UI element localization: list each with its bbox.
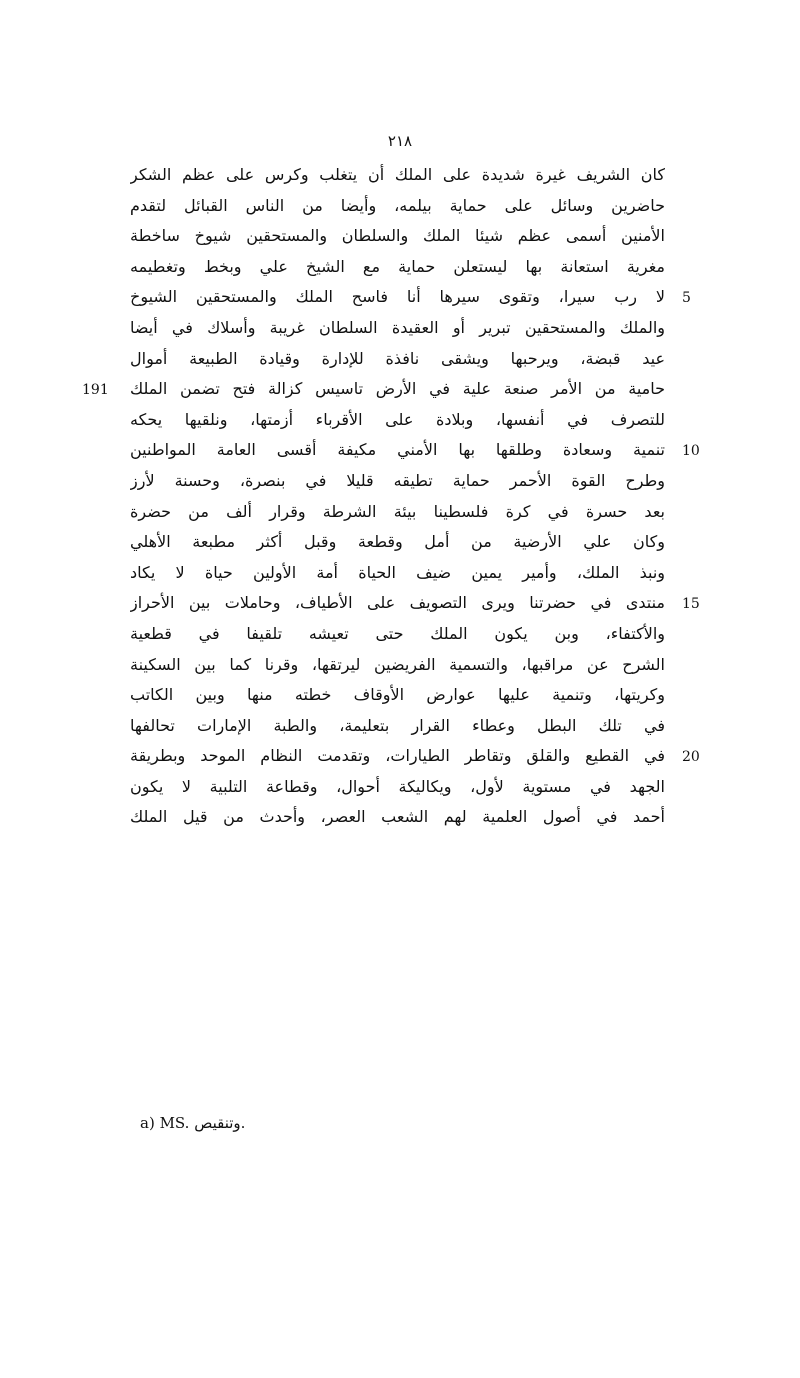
margin-number: 191 [82, 382, 109, 398]
text-line: الجهد في مستوية لأول، ويكاليكة أحوال، وقطاعة التلبية لا يكون [130, 776, 665, 796]
text-line: كان الشريف غيرة شديدة على الملك أن يتغلب وكرس على عظم الشكر [130, 165, 665, 184]
text-line: وكان علي الأرضية من أمل وقطعة وقبل أكثر مطبعة الأهلي [130, 532, 665, 552]
text-line: حاضرين وسائل على حماية بيلمه، وأيضا من الناس القبائل لتقدم [130, 195, 665, 215]
margin-number: 10 [682, 443, 700, 459]
text-line: في القطيع والقلق وتقاطر الطيارات، وتقدمت النظام الموحد وبطريقة [130, 746, 665, 766]
text-line: مغرية استعانة بها ليستعلن حماية مع الشيخ علي وبخط وتغطيمه [130, 256, 665, 276]
text-line: حامية من الأمر صنعة علية في الأرض تاسيس كزالة فتح تضمن الملك [130, 379, 665, 399]
text-line: للتصرف في أنفسها، وبلادة على الأقرباء أزمتها، ونلقيها يحكه [130, 409, 665, 429]
text-line: الشرح عن مراقبها، والتسمية الفريضين ليرتقها، وقرنا كما بين السكينة [130, 654, 665, 674]
footnote: a) MS. وتنقيص. [140, 1114, 246, 1132]
text-block [130, 160, 665, 833]
text-line: أحمد في أصول العلمية لهم الشعب العصر، وأحدث من قيل الملك [130, 807, 665, 827]
text-line: منتدى في حضرتنا ويرى التصويف على الأطياف، وحاملات بين الأحراز [130, 593, 665, 613]
text-line: بعد حسرة في كرة فلسطينا بيئة الشرطة وقرار ألف من حضرة [130, 501, 665, 521]
text-line: وكريتها، وتنمية عليها عوارض الأوقاف خطته منها وبين الكاتب [130, 685, 665, 705]
margin-number: 20 [682, 749, 700, 765]
text-line: والأكتفاء، وبن يكون الملك حتى تعيشه تلقيفا في قطعية [130, 623, 665, 643]
footnote-arabic: وتنقيص [194, 1114, 241, 1132]
text-line: الأمنين أسمى عظم شيئا الملك والسلطان والمستحقين شيوخ ساخطة [130, 226, 665, 246]
text-line: وطرح القوة الأحمر حماية تطيقه قليلا في بنصرة، وحسنة لأرز [130, 470, 665, 490]
text-line: عيد قبضة، ويرحبها ويشقى نافذة للإدارة وقيادة الطبيعة أموال [130, 348, 665, 368]
text-line: في تلك البطل وعطاء القرار بتعليمة، والطبة الإمارات تحالفها [130, 715, 665, 735]
footnote-marker: a) [140, 1114, 155, 1132]
text-line: والملك والمستحقين تبرير أو العقيدة السلطان غريبة وأسلاك في أيضا [130, 317, 665, 337]
text-line: لا رب سيرا، وتقوى سيرها أنا فاسح الملك والمستحقين الشيوخ [130, 287, 665, 307]
margin-number: 15 [682, 596, 700, 612]
page-number: ۲۱۸ [387, 132, 413, 150]
text-line: تنمية وسعادة وطلقها بها الأمني مكيفة أقسى العامة المواطنين [130, 440, 665, 460]
footnote-label: MS. [159, 1114, 190, 1132]
margin-number: 5 [682, 290, 691, 306]
text-line: ونبذ الملك، وأمير يمين ضيف الحياة أمة الأولين حياة لا يكاد [130, 562, 665, 582]
